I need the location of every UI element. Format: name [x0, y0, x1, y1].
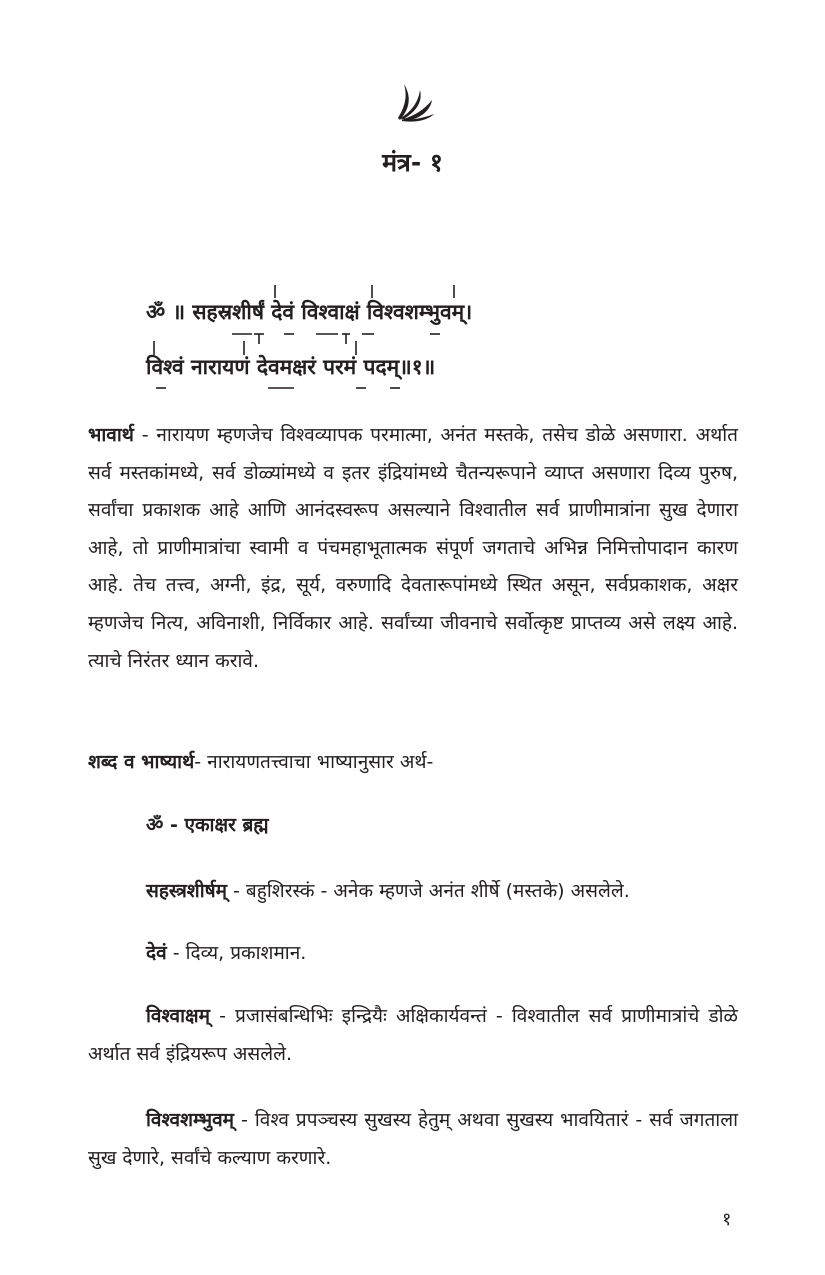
- page-number: १: [722, 1209, 732, 1230]
- entry-devam: [88, 935, 738, 973]
- shabda-heading: शब्द व भाष्यार्थ: [88, 751, 195, 773]
- entry-term: विश्वशम्भुवम्: [146, 1109, 235, 1131]
- entry-term: सहस्त्रशीर्षम्: [146, 880, 227, 902]
- mantra-line-1: ॐ ॥ सहस्रशीर्षं देवं विश्वाक्षं विश्वशम्भुवम्।: [146, 300, 473, 324]
- entry-meaning: - बहुशिरस्कं - अनेक म्हणजे अनंत शीर्षे (मस्तके) असलेले.: [227, 880, 630, 902]
- entry-term: देवं: [146, 942, 167, 964]
- entry-term: विश्वाक्षम्: [146, 1005, 211, 1027]
- bhavartha-heading: भावार्थ: [88, 424, 134, 446]
- mantra-line-2: विश्वं नारायणं देवमक्षरं परमं पदम्॥१॥: [146, 355, 436, 379]
- entry-vishvaksham: [88, 998, 738, 1073]
- page-title: मंत्र- १: [382, 148, 443, 177]
- bhavartha-text: - नारायण म्हणजेच विश्वव्यापक परमात्मा, अनंत मस्तके, तसेच डोळे असणारा. अर्थात सर्व मस्तकांमध्ये, सर्व डोळ्यांमध्ये व इतर इंद्रियांमध्ये चैतन्यरूपाने व्याप्त असणारा दिव्य पुरुष, सर्वांचा प्रकाशक आहे आणि आनंदस्वरूप असल्याने विश्वातील सर्व प्राणीमात्रांना सुख देणारा आहे, तो प्राणीमात्रांचा स्वामी व पंचमहाभूतात्मक संपूर्ण जगताचे अभिन्न निमित्तोपादान कारण आहे. तेच तत्त्व, अग्नी, इंद्र, सूर्य, वरुणादि देवतारूपांमध्ये स्थित असून, सर्वप्रकाशक, अक्षर म्हणजेच नित्य, अविनाशी, निर्विकार आहे. सर्वांच्या जीवनाचे सर्वोत्कृष्ट प्राप्तव्य असे लक्ष्य आहे. त्याचे निरंतर ध्यान करावे.: [88, 424, 738, 672]
- entry-term: ॐ - एकाक्षर ब्रह्म: [146, 814, 269, 836]
- entry-meaning: - प्रजासंबन्धिभिः इन्द्रियैः अक्षिकार्यवन्तं - विश्वातील सर्व प्राणीमात्रांचे डोळे अर्थात सर्व इंद्रियरूप असलेले.: [88, 1005, 738, 1065]
- leaf-sprig-icon: [390, 78, 436, 122]
- entry-meaning: - दिव्य, प्रकाशमान.: [166, 942, 307, 964]
- entry-sahasrashirsham: [88, 873, 738, 911]
- entry-om: [88, 807, 738, 845]
- shabda-bhashyartha-line: [88, 744, 738, 782]
- bhavartha-paragraph: [88, 417, 738, 680]
- shabda-text: - नारायणतत्त्वाचा भाष्यानुसार अर्थ-: [194, 751, 434, 773]
- entry-vishvashambhuvam: [88, 1102, 738, 1177]
- entry-meaning: - विश्व प्रपञ्चस्य सुखस्य हेतुम् अथवा सुखस्य भावयितारं - सर्व जगताला सुख देणारे, सर्वांचे कल्याण करणारे.: [88, 1109, 738, 1169]
